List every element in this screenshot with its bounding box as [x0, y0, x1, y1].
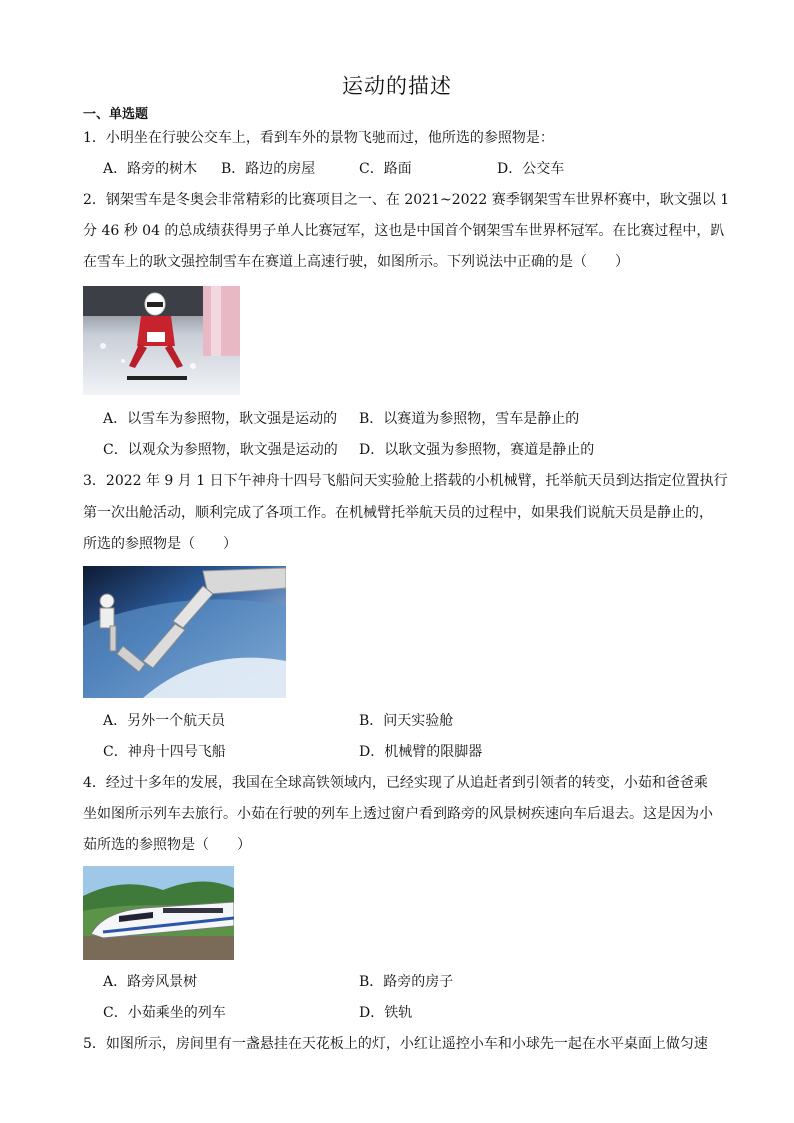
question-3-text-line-2: 第一次出舱活动，顺利完成了各项工作。在机械臂托举航天员的过程中，如果我们说航天员是静止的， [83, 505, 713, 521]
q2-option-c: C．以观众为参照物，耿文强是运动的 [103, 442, 338, 458]
skeleton-sled-photo [83, 286, 240, 395]
q1-option-c: C．路面 [359, 161, 412, 177]
page-title: 运动的描述 [342, 74, 452, 98]
q2-option-d: D．以耿文强为参照物，赛道是静止的 [359, 442, 595, 458]
question-5-text-line-1: 5．如图所示，房间里有一盏悬挂在天花板上的灯，小红让遥控小车和小球先一起在水平桌面上做匀速 [83, 1036, 708, 1052]
q4-option-c: C．小茹乘坐的列车 [103, 1005, 226, 1021]
q4-option-d: D．铁轨 [359, 1005, 413, 1021]
question-4-text-line-2: 坐如图所示列车去旅行。小茹在行驶的列车上透过窗户看到路旁的风景树疾速向车后退去。这是因为小 [83, 806, 713, 822]
question-2-text-line-2: 分 46 秒 04 的总成绩获得男子单人比赛冠军，这也是中国首个钢架雪车世界杯冠军。在比赛过程中，趴 [83, 223, 725, 239]
q3-option-d: D．机械臂的限脚器 [359, 744, 483, 760]
q3-option-b: B．问天实验舱 [359, 713, 454, 729]
question-4-text-line-3: 茹所选的参照物是（ ） [83, 837, 251, 853]
q2-option-a: A．以雪车为参照物，耿文强是运动的 [103, 411, 338, 427]
question-2-text-line-1: 2．钢架雪车是冬奥会非常精彩的比赛项目之一、在 2021~2022 赛季钢架雪车世界杯赛中，耿文强以 1 [83, 192, 730, 208]
question-1-text: 1．小明坐在行驶公交车上，看到车外的景物飞驰而过，他所选的参照物是： [83, 130, 554, 146]
q3-option-c: C．神舟十四号飞船 [103, 744, 226, 760]
q1-option-b: B．路边的房屋 [221, 161, 316, 177]
q1-option-a: A．路旁的树木 [103, 161, 198, 177]
question-3-text-line-1: 3．2022 年 9 月 1 日下午神舟十四号飞船问天实验舱上搭载的小机械臂，托举航天员到达指定位置执行 [83, 473, 728, 489]
high-speed-train-photo [83, 866, 234, 960]
q4-option-a: A．路旁风景树 [103, 974, 198, 990]
section-heading: 一、单选题 [83, 107, 149, 122]
q2-option-b: B．以赛道为参照物，雪车是静止的 [359, 411, 580, 427]
q3-option-a: A．另外一个航天员 [103, 713, 226, 729]
q1-option-d: D．公交车 [497, 161, 565, 177]
robotic-arm-photo [83, 566, 286, 698]
q4-option-b: B．路旁的房子 [359, 974, 454, 990]
question-2-text-line-3: 在雪车上的耿文强控制雪车在赛道上高速行驶，如图所示。下列说法中正确的是（ ） [83, 254, 629, 270]
question-4-text-line-1: 4．经过十多年的发展，我国在全球高铁领域内，已经实现了从追赶者到引领者的转变，小茹和爸爸乘 [83, 775, 708, 791]
question-3-text-line-3: 所选的参照物是（ ） [83, 536, 237, 552]
